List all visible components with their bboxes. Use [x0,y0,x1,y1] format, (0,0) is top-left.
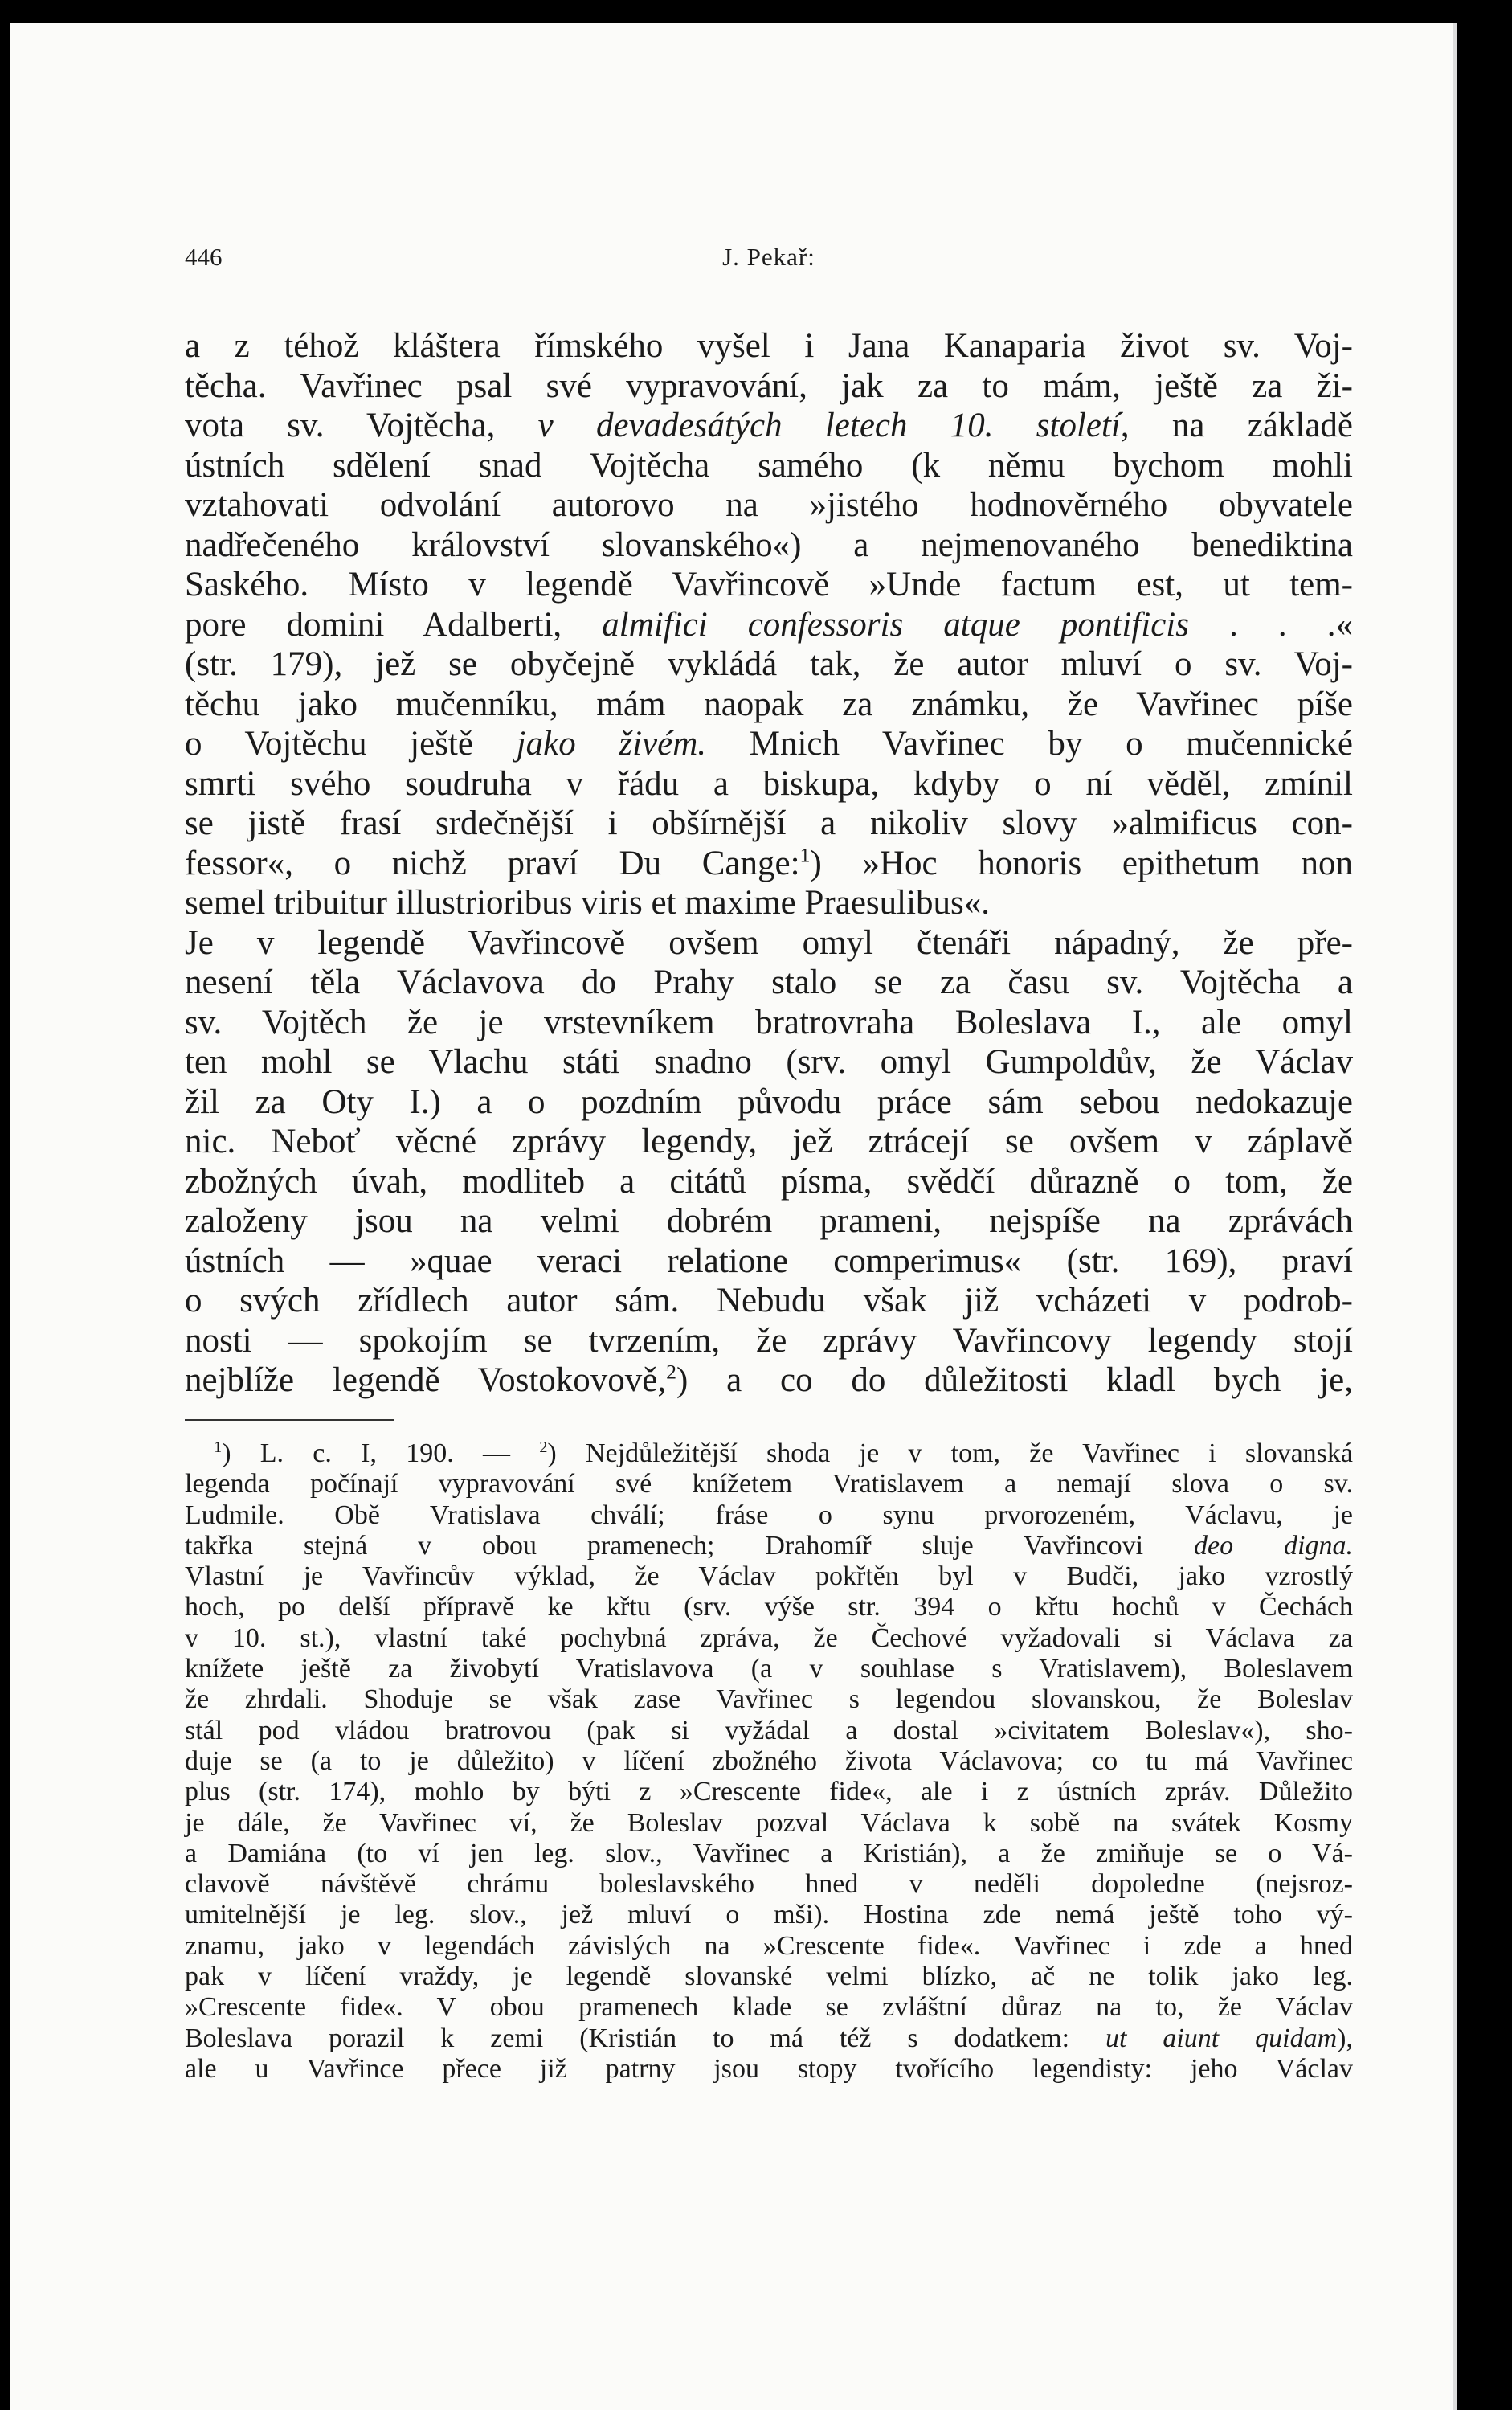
page-header [185,233,1353,281]
page-number: 446 [185,243,223,271]
footnote-text: a Damiána (to ví jen leg. slov., Vavřinec a Kristián), a že zmiňuje se o Vá- [185,1838,1353,1868]
footnote-line [185,1623,1353,1654]
body-line [185,1201,1353,1242]
body-line [185,446,1353,486]
body-text: almifici confessoris atque pontificis [602,605,1189,644]
body-text: vztahovati odvolání autorovo na »jistého hodnověrného obyvatele [185,486,1353,524]
footnote-line [185,2023,1353,2054]
body-text: se jistě frasí srdečnější i obšírnější a nikoliv slovy »almificus con- [185,804,1353,842]
footnote-line [185,1531,1353,1561]
footnote-text: stál pod vládou bratrovou (pak si vyžádal a dostal »civitatem Boleslav«), sho- [185,1715,1353,1745]
footnote-line [185,1992,1353,2023]
body-text: smrti svého soudruha v řádu a biskupa, kdyby o ní věděl, zmínil [185,764,1353,803]
body-text: fessor«, o nichž praví Du Cange: [185,844,800,882]
body-line [185,844,1353,884]
body-text: semel tribuitur illustrioribus viris et maxime Praesulibus«. [185,884,991,922]
body-text: nic. Neboť věcné zprávy legendy, jež ztrácejí se ovšem v záplavě [185,1123,1353,1160]
body-text: ten mohl se Vlachu státi snadno (srv. omyl Gumpoldův, že Václav [185,1043,1353,1081]
body-line [185,1122,1353,1162]
footnote-text: plus (str. 174), mohlo by býti z »Crescente fide«, ale i z ústních zpráv. Důležito [185,1777,1353,1807]
running-head: J. Pekař: [722,243,815,271]
footnote-line [185,1869,1353,1900]
footnote-line [185,1469,1353,1500]
main-text [185,326,1353,1401]
body-line [185,963,1353,1003]
footnote-line [185,1808,1353,1839]
body-text: ) a co do důležitosti kladl bych je, [676,1361,1353,1399]
footnote-text: ) Nejdůležitější shoda je v tom, že Vavřinec i slovanská [547,1438,1353,1468]
body-line [185,883,1353,923]
body-text: ) »Hoc honoris epithetum non [810,844,1353,882]
footnote-text: hoch, po delší přípravě ke křtu (srv. výše str. 394 o křtu hochů v Čechách [185,1592,1353,1622]
body-line [185,685,1353,725]
footnote-text: 1 [214,1438,223,1456]
footnote-text: Ludmile. Obě Vratislava chválí; fráse o synu prvorozeném, Václavu, je [185,1500,1353,1530]
body-line [185,1003,1353,1043]
footnote-line [185,2054,1353,2085]
footnote-line [185,1900,1353,1930]
body-text: v devadesátých letech 10. století [537,407,1121,444]
body-line [185,1281,1353,1321]
footnote-line [185,1438,1353,1469]
body-text: nesení těla Václavova do Prahy stalo se za času sv. Vojtěcha a [185,964,1353,1001]
footnotes [185,1438,1353,2085]
body-text: Je v legendě Vavřincově ovšem omyl čtenáři nápadný, že pře- [185,923,1353,962]
body-line [185,485,1353,526]
body-text: pore domini Adalberti, [185,605,603,644]
body-text: vota sv. Vojtěcha, [185,407,538,444]
footnote-text: legenda počínají vypravování své knížetem Vratislavem a nemají slova o sv. [185,1469,1353,1500]
body-text: nosti — spokojím se tvrzením, že zprávy Vavřincovy legendy stojí [185,1321,1353,1360]
footnote-text: pak v líčení vraždy, je legendě slovanské velmi blízko, ač ne tolik jako leg. [185,1962,1353,1992]
body-text: a z téhož kláštera římského vyšel i Jana Kanaparia život sv. Voj- [185,327,1353,365]
footnote-text: ), [1337,2023,1353,2053]
body-line [185,1360,1353,1401]
footnote-line [185,1931,1353,1962]
body-text: 2 [666,1360,677,1384]
footnote-text: umitelnější je leg. slov., jež mluví o mši). Hostina zde nemá ještě toho vý- [185,1900,1353,1930]
footnote-text: je dále, že Vavřinec ví, že Boleslav pozval Václava k sobě na svátek Kosmy [185,1807,1353,1838]
body-line [185,644,1353,685]
body-line [185,326,1353,366]
body-text: (str. 179), jež se obyčejně vykládá tak, že autor mluví o sv. Voj- [185,645,1353,683]
body-text: jako živém. [516,725,707,763]
footnote-text: 2 [539,1438,548,1456]
body-text: o Vojtěchu ještě [185,725,517,763]
body-line [185,605,1353,645]
body-text: sv. Vojtěch že je vrstevníkem bratrovraha Boleslava I., ale omyl [185,1003,1353,1041]
body-line [185,804,1353,844]
body-line [185,526,1353,566]
footnote-line [185,1500,1353,1531]
footnote-text: ut aiunt quidam [1105,2023,1338,2053]
footnote-text: že zhrdali. Shoduje se však zase Vavřinec s legendou slovanskou, že Boleslav [185,1684,1353,1715]
footnote-text: deo digna. [1194,1530,1353,1561]
body-text: nejblíže legendě Vostokovově, [185,1361,667,1399]
footnote-text: Vlastní je Vavřincův výklad, že Václav pokřtěn byl v Budči, jako vzrostlý [185,1561,1353,1592]
body-text: o svých zřídlech autor sám. Nebudu však již vcházeti v podrob- [185,1282,1353,1320]
body-text: těcha. Vavřinec psal své vypravování, jak za to mám, ještě za ži- [185,366,1353,405]
body-line [185,1082,1353,1123]
footnote-line [185,1746,1353,1777]
body-line [185,764,1353,804]
body-text: nadřečeného království slovanského«) a nejmenovaného benediktina [185,526,1353,564]
body-text: 1 [799,843,811,867]
body-line [185,565,1353,605]
body-text: žil za Oty I.) a o pozdním původu práce sám sebou nedokazuje [185,1082,1353,1121]
book-page [10,23,1453,2410]
body-text: zbožných úvah, modliteb a citátů písma, svědčí důrazně o tom, že [185,1162,1353,1201]
footnote-line [185,1654,1353,1684]
footnote-text: ) L. c. I, 190. — [222,1438,540,1468]
body-text: Saského. Místo v legendě Vavřincově »Unde factum est, ut tem- [185,566,1353,604]
body-line [185,724,1353,764]
body-text: . . .« [1188,605,1353,644]
body-line [185,366,1353,407]
footnote-text: ale u Vavřince přece již patrny jsou stopy tvořícího legendisty: jeho Václav [185,2053,1353,2084]
body-text: , na základě [1120,407,1354,444]
footnote-text: Boleslava porazil k zemi (Kristián to má též s dodatkem: [185,2023,1105,2053]
body-text: ústních — »quae veraci relatione comperimus« (str. 169), praví [185,1242,1353,1280]
body-text: založeny jsou na velmi dobrém prameni, nejspíše na zprávách [185,1202,1353,1240]
footnote-text: v 10. st.), vlastní také pochybná zpráva, že Čechové vyžadovali si Václava za [185,1622,1353,1653]
footnote-text: »Crescente fide«. V obou pramenech klade se zvláštní důraz na to, že Václav [185,1992,1353,2023]
footnote-line [185,1561,1353,1592]
footnote-line [185,1592,1353,1622]
footnote-line [185,1777,1353,1807]
footnote-text: knížete ještě za živobytí Vratislavova (a v souhlase s Vratislavem), Boleslavem [185,1654,1353,1684]
footnote-separator [185,1419,394,1421]
body-line [185,1042,1353,1082]
body-line [185,1242,1353,1282]
footnote-line [185,1962,1353,1992]
body-text: ústních sdělení snad Vojtěcha samého (k němu bychom mohli [185,446,1353,485]
body-line [185,923,1353,964]
body-line [185,1162,1353,1202]
footnote-line [185,1684,1353,1715]
footnote-text: clavově návštěvě chrámu boleslavského hned v neděli dopoledne (nejsroz- [185,1869,1353,1900]
footnote-text: znamu, jako v legendách závislých na »Crescente fide«. Vavřinec i zde a hned [185,1930,1353,1961]
body-line [185,406,1353,446]
body-text: Mnich Vavřinec by o mučennické [706,725,1353,763]
footnote-text: takřka stejná v obou pramenech; Drahomíř sluje Vavřincovi [185,1530,1195,1561]
body-line [185,1321,1353,1361]
footnote-line [185,1716,1353,1746]
footnote-line [185,1839,1353,1869]
body-text: těchu jako mučenníku, mám naopak za známku, že Vavřinec píše [185,685,1353,723]
footnote-text: duje se (a to je důležito) v líčení zbožného života Václavova; co tu má Vavřinec [185,1745,1353,1776]
